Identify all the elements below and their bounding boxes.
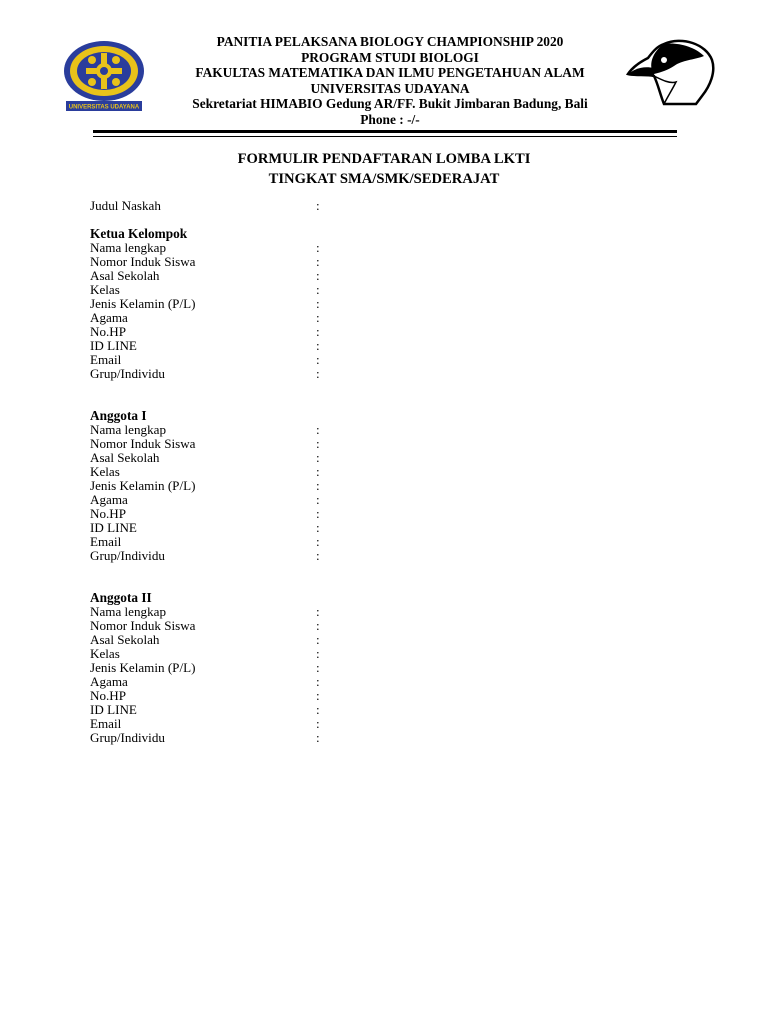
field-colon: : [316, 646, 320, 661]
field-label: Agama [90, 674, 128, 689]
field-row [90, 731, 320, 745]
field-label: Nomor Induk Siswa [90, 618, 196, 633]
field-colon: : [316, 660, 320, 675]
form-title-line-1: FORMULIR PENDAFTARAN LOMBA LKTI [237, 151, 531, 167]
header-line-4: UNIVERSITAS UDAYANA [310, 80, 470, 96]
field-colon: : [316, 548, 320, 563]
section-title-ketua: Ketua Kelompok [90, 226, 188, 241]
field-label: ID LINE [90, 520, 137, 535]
field-colon: : [316, 450, 320, 465]
field-row [90, 717, 320, 731]
field-colon: : [316, 716, 320, 731]
field-colon: : [316, 604, 320, 619]
header-line-3: FAKULTAS MATEMATIKA DAN ILMU PENGETAHUAN ALAM [195, 65, 585, 80]
field-label: Agama [90, 310, 128, 325]
field-row [90, 703, 320, 717]
field-row [90, 493, 320, 507]
field-row [90, 339, 320, 353]
field-colon: : [316, 422, 320, 437]
field-label: Judul Naskah [90, 198, 161, 213]
field-row [90, 255, 320, 269]
field-colon: : [316, 366, 320, 381]
field-row [90, 367, 320, 381]
himabio-bird-logo [624, 38, 716, 106]
field-label: Agama [90, 492, 128, 507]
field-colon: : [316, 730, 320, 745]
field-row [90, 619, 320, 633]
field-label: ID LINE [90, 702, 137, 717]
field-colon: : [316, 268, 320, 283]
field-colon: : [316, 254, 320, 269]
field-label: Kelas [90, 282, 120, 297]
field-colon: : [316, 618, 320, 633]
field-colon: : [316, 702, 320, 717]
header-divider-thick [93, 130, 677, 133]
field-label: Email [90, 534, 122, 549]
field-label: Jenis Kelamin (P/L) [90, 478, 196, 493]
field-row [90, 297, 320, 311]
field-row [90, 241, 320, 255]
field-colon: : [316, 310, 320, 325]
header-line-1: PANITIA PELAKSANA BIOLOGY CHAMPIONSHIP 2020 [216, 34, 564, 49]
field-label: Grup/Individu [90, 730, 165, 745]
udayana-logo [60, 38, 148, 114]
field-label: Nomor Induk Siswa [90, 436, 196, 451]
field-colon: : [316, 674, 320, 689]
field-label: Kelas [90, 646, 120, 661]
field-row [90, 647, 320, 661]
field-row [90, 451, 320, 465]
field-colon: : [316, 534, 320, 549]
field-row [90, 675, 320, 689]
field-row [90, 353, 320, 367]
field-row [90, 507, 320, 521]
field-row [90, 535, 320, 549]
field-colon: : [316, 506, 320, 521]
field-colon: : [316, 282, 320, 297]
field-colon: : [316, 338, 320, 353]
field-label: Nama lengkap [90, 604, 166, 619]
field-row [90, 269, 320, 283]
field-colon: : [316, 492, 320, 507]
field-label: Nama lengkap [90, 422, 166, 437]
field-label: No.HP [90, 688, 127, 703]
field-row [90, 283, 320, 297]
field-row [90, 661, 320, 675]
field-label: Asal Sekolah [90, 268, 160, 283]
field-colon: : [316, 688, 320, 703]
field-row [90, 437, 320, 451]
field-row [90, 549, 320, 563]
field-label: ID LINE [90, 338, 137, 353]
field-label: Kelas [90, 464, 120, 479]
field-judul-naskah [90, 199, 320, 213]
field-label: Asal Sekolah [90, 450, 160, 465]
field-row [90, 521, 320, 535]
field-row [90, 423, 320, 437]
field-label: Grup/Individu [90, 366, 165, 381]
field-colon: : [316, 632, 320, 647]
field-colon: : [316, 198, 320, 213]
header-divider-thin [93, 136, 677, 137]
field-label: Nomor Induk Siswa [90, 254, 196, 269]
field-colon: : [316, 436, 320, 451]
field-colon: : [316, 296, 320, 311]
field-colon: : [316, 324, 320, 339]
field-row [90, 479, 320, 493]
section-title-anggota-2: Anggota II [90, 590, 152, 605]
logo-left-caption: UNIVERSITAS UDAYANA [68, 104, 140, 111]
field-label: Nama lengkap [90, 240, 166, 255]
field-label: Jenis Kelamin (P/L) [90, 296, 196, 311]
field-label: No.HP [90, 506, 127, 521]
field-row [90, 605, 320, 619]
field-colon: : [316, 520, 320, 535]
header-line-2: PROGRAM STUDI BIOLOGI [301, 49, 479, 65]
field-label: Jenis Kelamin (P/L) [90, 660, 196, 675]
field-label: No.HP [90, 324, 127, 339]
field-row [90, 465, 320, 479]
section-title-anggota-1: Anggota I [90, 408, 147, 423]
field-row [90, 325, 320, 339]
field-label: Grup/Individu [90, 548, 165, 563]
form-title-line-2: TINGKAT SMA/SMK/SEDERAJAT [268, 171, 500, 187]
field-colon: : [316, 464, 320, 479]
field-row [90, 633, 320, 647]
field-colon: : [316, 240, 320, 255]
field-colon: : [316, 478, 320, 493]
letterhead [150, 34, 630, 127]
field-label: Email [90, 716, 122, 731]
field-label: Email [90, 352, 122, 367]
field-label: Asal Sekolah [90, 632, 160, 647]
field-row [90, 689, 320, 703]
field-row [90, 311, 320, 325]
form-title [0, 149, 768, 189]
field-colon: : [316, 352, 320, 367]
header-line-5: Sekretariat HIMABIO Gedung AR/FF. Bukit Jimbaran Badung, Bali [192, 96, 588, 111]
header-line-6: Phone : -/- [360, 111, 420, 127]
